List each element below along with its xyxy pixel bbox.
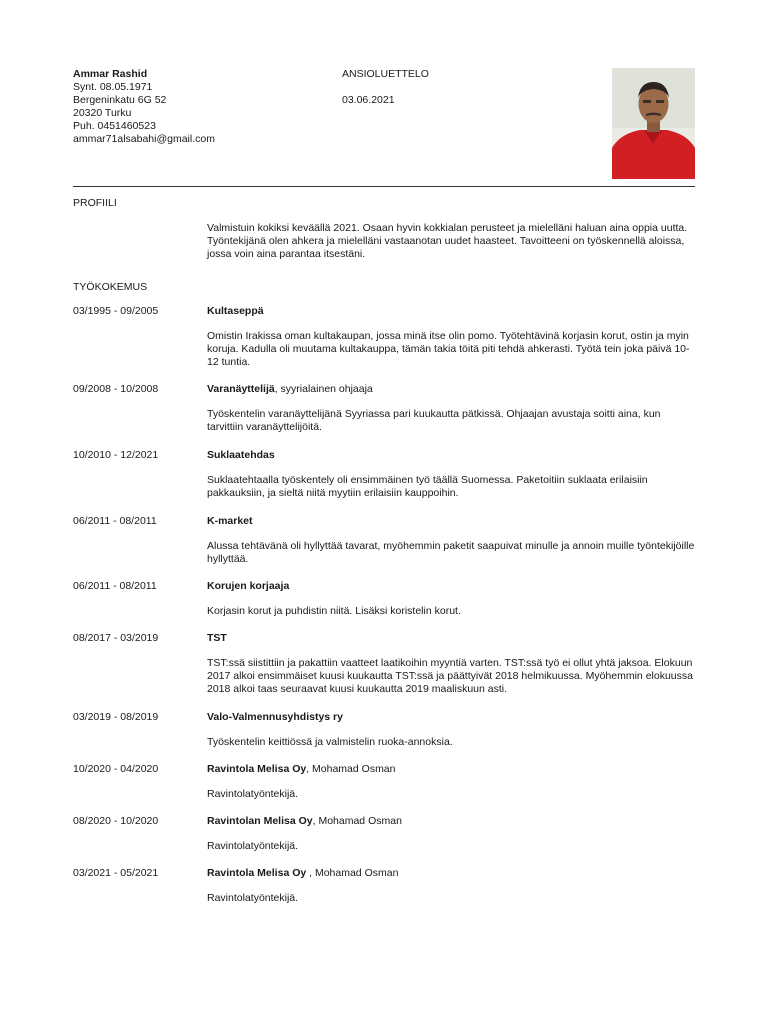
entry-heading <box>207 867 695 880</box>
entry-title: Kultaseppä <box>207 305 264 317</box>
entry-description: Suklaatehtaalla työskentely oli ensimmäinen työ täällä Suomessa. Paketoitiin suklaata erilaisiin pakkauksiin, ja sieltä niitä myytiin erilaisiin kauppoihin. <box>207 474 648 500</box>
entry-description: Alussa tehtävänä oli hyllyttää tavarat, myöhemmin paketit saapuivat minulle ja annoin muille työntekijöille hyllyttää. <box>207 540 695 566</box>
entry-title: Suklaatehdas <box>207 449 275 461</box>
entry-heading <box>207 711 695 724</box>
entry-title: Korujen korjaaja <box>207 580 290 592</box>
entry-dates: 08/2017 - 03/2019 <box>73 632 159 644</box>
entry-description: TST:ssä siistittiin ja pakattiin vaatteet laatikoihin myyntiä varten. TST:ssä työ ei ollut yhtä jaksoa. Elokuun 2017 alkoi ensimmäiset kuusi kuukautta TST:ssä ja päättyivät 2018 helmikuussa. Myöhemmin elokuussa 2018 alkoi taas seuraavat kuusi kuukautta 2019 maaliskuun asti. <box>207 657 693 696</box>
entry-dates: 09/2008 - 10/2008 <box>73 383 159 395</box>
entry-dates: 03/2021 - 05/2021 <box>73 867 159 879</box>
document-heading <box>342 68 429 107</box>
entry-heading <box>207 580 695 593</box>
profile-photo <box>612 68 695 179</box>
entry-title: Ravintola Melisa Oy <box>207 763 307 775</box>
entry-heading <box>207 305 695 318</box>
entry-title: TST <box>207 632 227 644</box>
person-name: Ammar Rashid <box>73 68 148 80</box>
entry-description: Omistin Irakissa oman kultakaupan, jossa minä itse olin pomo. Työtehtävinä korjasin korut, ostin ja myin koruja. Kadulla oli muutama kultakauppa, tämän takia töitä piti tehdä ahkerasti. Työtä tein joka päivä 10-12 tuntia. <box>207 330 690 369</box>
entry-extra: , Mohamad Osman <box>309 867 399 879</box>
entry-extra: , syyrialainen ohjaaja <box>274 383 373 395</box>
entry-heading <box>207 632 695 645</box>
entry-description: Ravintolatyöntekijä. <box>207 892 299 904</box>
entry-description: Työskentelin keittiössä ja valmistelin ruoka-annoksia. <box>207 736 453 748</box>
city-address: 20320 Turku <box>73 107 132 119</box>
entry-dates: 06/2011 - 08/2011 <box>73 580 157 592</box>
entry-heading <box>207 515 695 528</box>
entry-description: Korjasin korut ja puhdistin niitä. Lisäksi koristelin korut. <box>207 605 461 617</box>
phone-number: Puh. 0451460523 <box>73 120 156 132</box>
portrait-image <box>612 68 695 179</box>
contact-block <box>73 68 215 146</box>
entry-dates: 03/1995 - 09/2005 <box>73 305 159 317</box>
header-divider <box>73 186 695 187</box>
entry-dates: 03/2019 - 08/2019 <box>73 711 159 723</box>
entry-dates: 06/2011 - 08/2011 <box>73 515 157 527</box>
entry-heading <box>207 763 695 776</box>
experience-heading: TYÖKOKEMUS <box>73 281 148 293</box>
document-date: 03.06.2021 <box>342 94 395 106</box>
entry-description: Ravintolatyöntekijä. <box>207 840 299 852</box>
entry-heading <box>207 815 695 828</box>
entry-description: Työskentelin varanäyttelijänä Syyriassa pari kuukautta pätkissä. Ohjaajan avustaja soitti aina, kun tarvittiin varanäyttelijöitä. <box>207 408 661 434</box>
entry-extra: , Mohamad Osman <box>306 763 396 775</box>
street-address: Bergeninkatu 6G 52 <box>73 94 167 106</box>
entry-dates: 10/2020 - 04/2020 <box>73 763 159 775</box>
entry-dates: 08/2020 - 10/2020 <box>73 815 159 827</box>
profile-text: Valmistuin kokiksi keväällä 2021. Osaan hyvin kokkialan perusteet ja mielelläni haluan aina oppia uutta. Työntekijänä olen ahkera ja mielelläni vastaanotan uudet haasteet. Tavoitteeni on työskennellä aloissa, jossa voin aina parantaa itsestäni. <box>207 222 688 261</box>
entry-title: Ravintola Melisa Oy <box>207 867 310 879</box>
entry-description: Ravintolatyöntekijä. <box>207 788 299 800</box>
entry-heading <box>207 383 695 396</box>
entry-heading <box>207 449 695 462</box>
email-address: ammar71alsabahi@gmail.com <box>73 133 215 145</box>
entry-title: K-market <box>207 515 253 527</box>
entry-title: Valo-Valmennusyhdistys ry <box>207 711 343 723</box>
entry-dates: 10/2010 - 12/2021 <box>73 449 159 461</box>
profile-heading: PROFIILI <box>73 197 117 209</box>
entry-title: Varanäyttelijä <box>207 383 275 395</box>
document-title: ANSIOLUETTELO <box>342 68 429 80</box>
entry-title: Ravintolan Melisa Oy <box>207 815 313 827</box>
birth-date: Synt. 08.05.1971 <box>73 81 153 93</box>
entry-extra: , Mohamad Osman <box>312 815 402 827</box>
